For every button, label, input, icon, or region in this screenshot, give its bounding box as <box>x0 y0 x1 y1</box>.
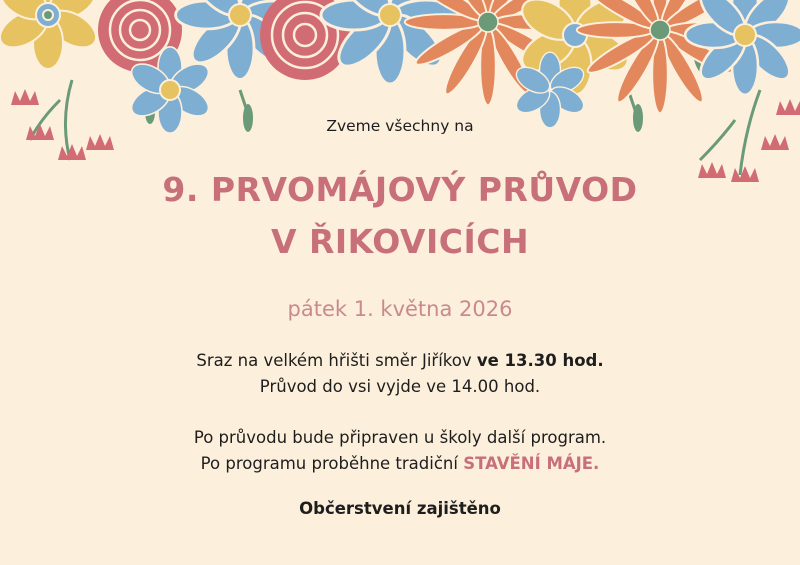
event-title-line-1: 9. PRVOMÁJOVÝ PRŮVOD <box>162 170 638 209</box>
refreshments-note: Občerstvení zajištěno <box>299 499 501 518</box>
meeting-line <box>0 348 800 374</box>
meeting-text: Sraz na velkém hřišti směr Jiříkov <box>196 351 477 370</box>
event-title <box>0 164 800 268</box>
meeting-time: ve 13.30 hod. <box>476 351 604 370</box>
event-date: pátek 1. května 2026 <box>287 297 513 321</box>
program-text: Po programu proběhne tradiční <box>200 454 464 473</box>
program-line-2 <box>0 451 800 477</box>
program-line-1: Po průvodu bude připraven u školy další program. <box>193 428 607 447</box>
event-title-line-2: V ŘIKOVICÍCH <box>270 222 530 261</box>
departure-line: Průvod do vsi vyjde ve 14.00 hod. <box>259 377 541 396</box>
meeting-info <box>0 348 800 400</box>
invite-line: Zveme všechny na <box>326 117 474 135</box>
maypole-highlight: STAVĚNÍ MÁJE. <box>463 454 600 473</box>
program-info <box>0 425 800 477</box>
